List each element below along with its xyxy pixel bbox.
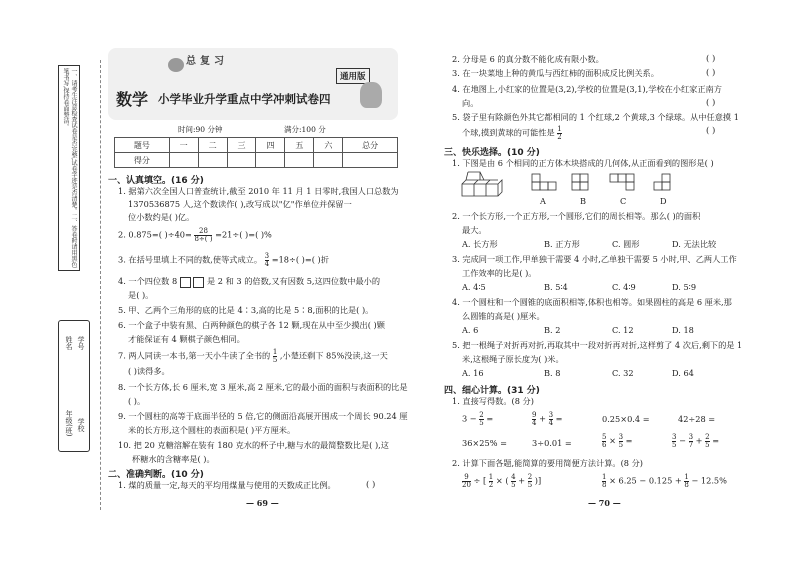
- judge-3-answer[interactable]: ( ): [706, 68, 716, 78]
- choice-2-option-d[interactable]: D. 无法比较: [672, 239, 717, 249]
- choice-5-option-c[interactable]: C. 32: [612, 368, 634, 378]
- calc-1-item-2: $\frac{9}{4}$ + $\frac{3}{4}$ =: [532, 411, 563, 427]
- choice-5-option-b[interactable]: B. 8: [544, 368, 561, 378]
- question-1-line3: 位小数约是( )亿。: [128, 212, 195, 222]
- time-label: 时间:90 分钟: [178, 125, 223, 134]
- judge-5-line2: [462, 126, 562, 141]
- judge-3: 3. 在一块菜地上种的黄瓜与西红柿的面积成反比例关系。: [452, 68, 659, 78]
- page-number-left: — 69 —: [246, 498, 279, 508]
- choice-2-option-b[interactable]: B. 正方形: [544, 239, 580, 249]
- question-3-text-b: =18÷( )=( )折: [271, 254, 329, 265]
- choice-1: 1. 下图是由 6 个相同的正方体木块搭成的几何体,从正面看到的图形是( ): [452, 158, 714, 168]
- score-input[interactable]: [285, 153, 314, 168]
- question-7-fraction: [273, 349, 277, 364]
- calc-text: 3 −: [462, 413, 477, 424]
- question-4-line2: 是( )。: [128, 290, 154, 300]
- score-cell: 题号: [115, 138, 170, 153]
- choice-1-option-b[interactable]: B: [580, 196, 587, 206]
- question-2-text-b: =21÷( )=( )%: [215, 229, 272, 240]
- choice-2: 2. 一个长方形,一个正方形,一个圆形,它们的周长相等。那么( )的面积: [452, 211, 701, 221]
- calc-fraction: $\frac{4}{5}$: [511, 473, 516, 489]
- question-8: 8. 一个长方体,长 6 厘米,宽 3 厘米,高 2 厘米,它的最小面的面积与表面积的比是: [118, 382, 408, 392]
- score-cell: 总分: [343, 138, 398, 153]
- section-calc-title: 四、细心计算。(31 分): [444, 386, 540, 396]
- score-table: [114, 137, 398, 168]
- judge-5-text: 个球,摸到黄球的可能性是: [462, 127, 555, 138]
- question-4-text-a: 4. 一个四位数 8: [118, 276, 178, 286]
- calc-fraction: $\frac{2}{5}$: [527, 473, 533, 489]
- judge-5-answer[interactable]: ( ): [706, 126, 716, 136]
- calc-fraction: $\frac{1}{8}$: [684, 473, 689, 489]
- fraction-numerator: 3: [264, 252, 270, 260]
- score-input[interactable]: [256, 153, 285, 168]
- score-input[interactable]: [343, 153, 398, 168]
- calc-fraction: $\frac{9}{4}$: [532, 411, 537, 427]
- digit-box[interactable]: [180, 277, 191, 288]
- choice-4-option-c[interactable]: C. 12: [612, 325, 634, 335]
- choice-1-option-d[interactable]: D: [660, 196, 667, 206]
- bee-illustration: [168, 58, 184, 72]
- question-3-text: 3. 在括号里填上不同的数,使等式成立。: [118, 254, 263, 265]
- calc-fraction: $\frac{2}{5}$: [479, 411, 484, 427]
- option-b-figure: [570, 172, 598, 192]
- calc-text: ×: [609, 435, 616, 446]
- question-4: [118, 276, 380, 288]
- question-6: 6. 一个盒子中装有黑、白两种颜色的棋子各 12 颗,现在从中至少摸出( )颗: [118, 320, 385, 330]
- calc-fraction: $\frac{5}{6}$: [602, 433, 607, 449]
- sidebar-label-school: 学校: [77, 418, 85, 432]
- question-7-line2: ( )读得多。: [128, 366, 170, 376]
- cube-figure: [460, 170, 522, 202]
- calc-2-item-1: $\frac{9}{20}$ ÷ [ $\frac{1}{2}$ × ( $\frac{4}{5}$ + $\frac{2}{5}$ )]: [462, 473, 542, 489]
- subject-label: 数学: [116, 90, 149, 109]
- score-label: 满分:100 分: [284, 125, 326, 134]
- right-page: [420, 0, 800, 574]
- score-table-header-row: [115, 138, 398, 153]
- score-cell: 四: [256, 138, 285, 153]
- calc-fraction: $\frac{1}{2}$: [488, 473, 494, 489]
- score-input[interactable]: [198, 153, 227, 168]
- question-8-line2: ( )。: [128, 396, 146, 406]
- calc-1-item-5: 36×25% =: [462, 438, 507, 448]
- question-3-fraction: [265, 253, 269, 268]
- judge-5-fraction: [557, 126, 561, 141]
- choice-3-line2: 工作效率的比是( )。: [462, 268, 537, 278]
- choice-1-option-a[interactable]: A: [540, 196, 546, 206]
- digit-box[interactable]: [193, 277, 204, 288]
- score-cell: 一: [169, 138, 198, 153]
- choice-2-option-c[interactable]: C. 圆形: [612, 239, 640, 249]
- choice-5-line2: 米,这根绳子原长度为( )米。: [462, 354, 564, 364]
- section-judge-title: 二、准确判断。(10 分): [108, 470, 204, 480]
- calc-fraction: $\frac{3}{5}$: [672, 433, 677, 449]
- judge-5: 5. 袋子里有除颜色外其它都相同的 1 个红球,2 个黄球,3 个绿球。从中任意摸 1: [452, 112, 739, 122]
- question-9-line2: 米的长方形,这个圆柱的表面积是( )平方厘米。: [128, 425, 296, 435]
- calc-2-item-2: [602, 474, 727, 489]
- question-10: 10. 把 20 克糖溶解在装有 180 克水的杯子中,糖与水的最简整数比是( ),这: [118, 440, 389, 450]
- question-4-text-b: 是 2 和 3 的倍数,又有因数 5,这四位数中最小的: [207, 276, 381, 286]
- judge-2-answer[interactable]: ( ): [706, 54, 716, 64]
- fraction-denominator: 5: [272, 356, 278, 364]
- question-7-text-b: ,小楚还剩下 85%没读,这一天: [279, 350, 388, 361]
- score-table-score-row: [115, 153, 398, 168]
- option-a-figure: [530, 172, 558, 192]
- choice-4-option-d[interactable]: D. 18: [672, 325, 694, 335]
- question-9: 9. 一个圆柱的高等于底面半径的 5 倍,它的侧面沿高展开围成一个周长 90.24 厘: [118, 411, 408, 421]
- sidebar-label-grade: 年级(班): [65, 410, 73, 437]
- fraction-denominator: 2: [557, 133, 562, 141]
- calc-1-item-7: $\frac{5}{6}$ × $\frac{3}{5}$ =: [602, 433, 633, 449]
- choice-3-option-c[interactable]: C. 4∶9: [612, 282, 636, 292]
- question-7-text-a: 7. 两人同读一本书,第一天小牛读了全书的: [118, 350, 271, 361]
- calc-1-item-1: 3 − $\frac{2}{5}$ =: [462, 411, 494, 427]
- sidebar-notes: 一、请考生注意检查试卷是否完整,试卷字迹是否清楚。二、答卷时请用黑色笔书写,保持卷面整洁。: [58, 65, 80, 271]
- score-cell: 三: [227, 138, 256, 153]
- calc-text: − 12.5%: [691, 475, 727, 486]
- question-3: [118, 253, 329, 268]
- question-2-text: 2. 0.875=( )÷40=: [118, 229, 192, 240]
- fraction-denominator: 4: [264, 260, 270, 268]
- question-2: [118, 228, 272, 243]
- page-number-right: — 70 —: [588, 498, 621, 508]
- choice-5-option-d[interactable]: D. 64: [672, 368, 694, 378]
- judge-1-answer[interactable]: ( ): [366, 480, 376, 490]
- score-cell: 六: [314, 138, 343, 153]
- calc-fraction: $\frac{3}{7}$: [688, 433, 694, 449]
- paper-title: 小学毕业升学重点中学冲刺试卷四: [158, 92, 331, 106]
- judge-1: 1. 煤的质量一定,每天的平均用煤量与使用的天数成正比例。: [118, 480, 336, 490]
- calc-fraction: $\frac{1}{8}$: [602, 473, 607, 489]
- judge-4-line2: 向。: [462, 98, 479, 108]
- fraction-numerator: 1: [557, 125, 562, 133]
- choice-3: 3. 完成同一项工作,甲单独干需要 4 小时,乙单独干需要 5 小时,甲、乙两人工作: [452, 254, 737, 264]
- calc-1: 1. 直接写得数。(8 分): [452, 396, 534, 406]
- score-input[interactable]: [227, 153, 256, 168]
- question-1-line2: 1370536875 人,这个数读作( ),改写成以"亿"作单位并保留一: [128, 199, 352, 209]
- section-fill-title: 一、认真填空。(16 分): [108, 176, 204, 186]
- header-banner: [108, 48, 398, 120]
- calc-text: +: [695, 435, 703, 446]
- calc-fraction: $\frac{2}{5}$: [705, 433, 710, 449]
- calc-2: 2. 计算下面各题,能简算的要用简便方法计算。(8 分): [452, 458, 643, 468]
- calc-1-item-4: 42÷28 =: [678, 414, 716, 424]
- choice-4-option-a[interactable]: A. 6: [462, 325, 479, 335]
- question-2-fraction: [194, 228, 212, 243]
- choice-5: 5. 把一根绳子对折再对折,再取其中一段对折再对折,这样剪了 4 次后,剩下的是 1: [452, 340, 743, 350]
- sidebar-label-id: 学号: [77, 336, 85, 350]
- judge-2: 2. 分母是 6 的真分数不能化成有限小数。: [452, 54, 604, 64]
- calc-fraction: $\frac{3}{4}$: [548, 411, 554, 427]
- calc-text: +: [539, 413, 546, 424]
- score-cell: 五: [285, 138, 314, 153]
- choice-5-option-a[interactable]: A. 16: [462, 368, 484, 378]
- judge-4-answer[interactable]: ( ): [706, 98, 716, 108]
- choice-2-option-a[interactable]: A. 长方形: [462, 239, 498, 249]
- question-5: 5. 甲、乙两个三角形的底的比是 4∶3,高的比是 5∶8,面积的比是( )。: [118, 305, 374, 315]
- fraction-denominator: 8÷( ): [194, 235, 213, 243]
- edition-badge: 通用版: [336, 68, 370, 84]
- sidebar-label-name: 姓名: [65, 336, 73, 350]
- section-choice-title: 三、快乐选择。(10 分): [444, 148, 540, 158]
- choice-3-option-d[interactable]: D. 5∶9: [672, 282, 697, 292]
- calc-1-item-3: 0.25×0.4 =: [602, 414, 650, 424]
- choice-4-line2: 么圆锥的高是( )厘米。: [462, 311, 545, 321]
- calc-text: × 6.25 − 0.125 +: [609, 475, 682, 486]
- choice-3-option-b[interactable]: B. 5∶4: [544, 282, 568, 292]
- question-10-line2: 杯糖水的含糖率是( )。: [132, 454, 215, 464]
- score-input[interactable]: [314, 153, 343, 168]
- calc-fraction: $\frac{3}{5}$: [618, 433, 624, 449]
- choice-3-option-a[interactable]: A. 4∶5: [462, 282, 486, 292]
- question-7: [118, 349, 388, 364]
- question-1: 1. 据第六次全国人口普查统计,截至 2010 年 11 月 1 日零时,我国人口总数为: [118, 186, 399, 196]
- calc-text: −: [679, 435, 686, 446]
- fraction-numerator: 1: [272, 348, 278, 356]
- score-input[interactable]: [169, 153, 198, 168]
- option-d-figure: [652, 172, 680, 192]
- mascot-illustration: [360, 82, 382, 108]
- judge-4: 4. 在地图上,小红家的位置是(3,2),学校的位置是(3,1),学校在小红家正南方: [452, 84, 722, 94]
- fraction-numerator: 28: [194, 228, 212, 236]
- brand-logo: 总复习: [186, 56, 228, 67]
- choice-1-option-c[interactable]: C: [620, 196, 627, 206]
- calc-1-item-8: $\frac{3}{5}$ − $\frac{3}{7}$ + $\frac{2}{5}$ =: [672, 433, 720, 449]
- calc-1-item-6: 3÷0.01 =: [532, 438, 572, 448]
- choice-4: 4. 一个圆柱和一个圆锥的底面积相等,体积也相等。如果圆柱的高是 6 厘米,那: [452, 297, 732, 307]
- score-cell: 得分: [115, 153, 170, 168]
- option-c-figure: [608, 172, 642, 192]
- calc-fraction: $\frac{9}{20}$: [462, 473, 471, 489]
- question-6-line2: 才能保证有 4 颗棋子颜色相同。: [128, 334, 245, 344]
- choice-4-option-b[interactable]: B. 2: [544, 325, 561, 335]
- score-cell: 二: [198, 138, 227, 153]
- choice-2-line2: 最大。: [462, 225, 487, 235]
